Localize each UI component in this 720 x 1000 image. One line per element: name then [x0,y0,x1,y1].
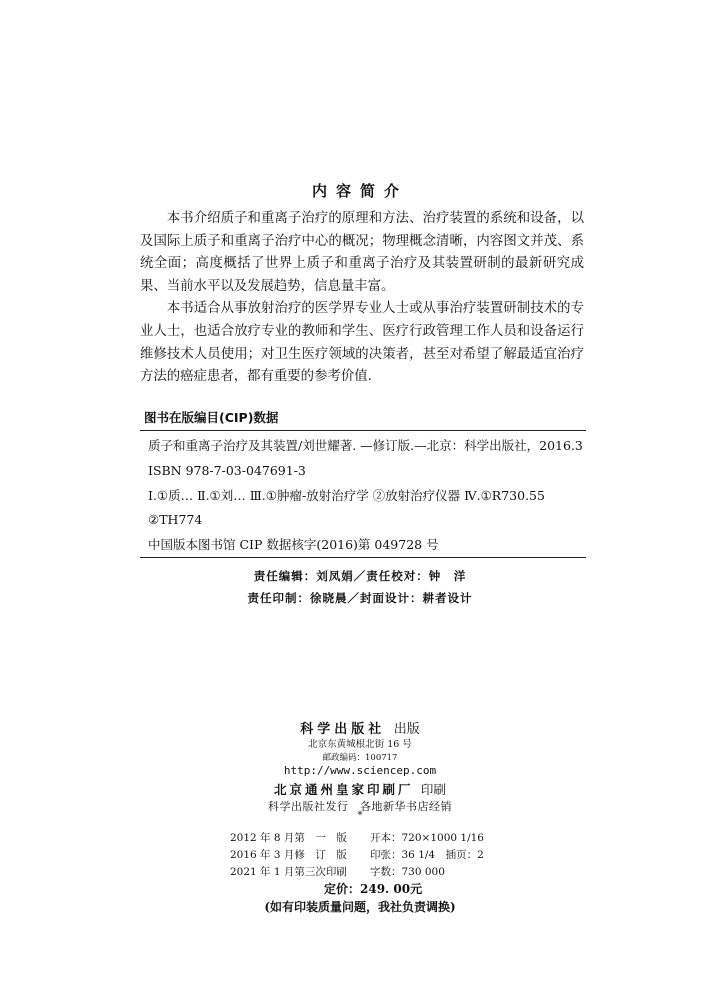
distribution-line: 科学出版社发行 各地新华书店经销 [268,800,452,813]
cip-top-rule [140,430,586,431]
cip-line-number: 中国版本图书馆 CIP 数据核字(2016)第 049728 号 [148,537,439,553]
printer-line [0,780,720,798]
cip-heading: 图书在版编目(CIP)数据 [144,410,279,425]
edition-date: 2016 年 3 月修 订 版 [230,849,347,861]
cip-line-subjects: Ⅰ.①质… Ⅱ.①刘… Ⅲ.①肿瘤-放射治疗学 ②放射治疗仪器 Ⅳ.①R730.55 [148,487,545,503]
edition-spec: 字数：730 000 [370,866,445,878]
summary-section [140,208,584,389]
price: 定价：249. 00元 [324,882,423,896]
edition-row [230,864,484,881]
edition-row [230,847,484,864]
printer-suffix: 印刷 [420,782,446,797]
cip-line-isbn: ISBN 978-7-03-047691-3 [148,462,306,478]
publisher-address: 北京东黄城根北街 16 号 [308,739,412,750]
credit-line-editors: 责任编辑：刘凤娟／责任校对：钟 洋 [253,569,467,583]
edition-info [230,830,484,881]
edition-spec: 开本：720×1000 1/16 [370,832,484,844]
edition-row [230,830,484,847]
publisher-postcode: 邮政编码：100717 [322,753,398,763]
separator-star: * [357,810,363,821]
cip-line-title: 质子和重离子治疗及其装置/刘世耀著. —修订版.—北京：科学出版社，2016.3 [148,438,583,453]
edition-date: 2012 年 8 月第 一 版 [230,832,347,844]
edition-spec: 印张：36 1/4 插页：2 [370,849,484,861]
page-title: 内容简介 [311,182,408,200]
quality-note: (如有印装质量问题，我社负责调换) [264,900,456,914]
publisher-name: 科学出版社 [300,722,386,737]
summary-paragraph-2: 本书适合从事放射治疗的医学界专业人士或从事治疗装置研制技术的专业人士，也适合放疗专业的教师和学生、医疗行政管理工作人员和设备运行维修技术人员使用；对卫生医疗领域的决策者，甚至对希望了解最适宜治疗方法的癌症患者，都有重要的参考价值. [140,301,584,385]
publisher-suffix: 出版 [393,722,420,737]
publisher-line [0,718,720,737]
credits [0,565,720,609]
summary-paragraph-1: 本书介绍质子和重离子治疗的原理和方法、治疗装置的系统和设备，以及国际上质子和重离子治疗中心的概况；物理概念清晰，内容图文并茂、系统全面；高度概括了世界上质子和重离子治疗及其装置研制的最新研究成果、当前水平以及发展趋势，信息量丰富。 [140,211,584,294]
printer-name: 北京通州皇家印刷厂 [274,782,414,797]
cip-bottom-rule [140,557,586,558]
publisher-url: http://www.sciencep.com [283,764,437,777]
cip-line-class: ②TH774 [148,512,203,528]
credit-line-production: 责任印制：徐晓晨／封面设计：耕者设计 [247,591,473,605]
cip-record [148,434,588,558]
edition-date: 2021 年 1 月第三次印刷 [230,866,347,878]
